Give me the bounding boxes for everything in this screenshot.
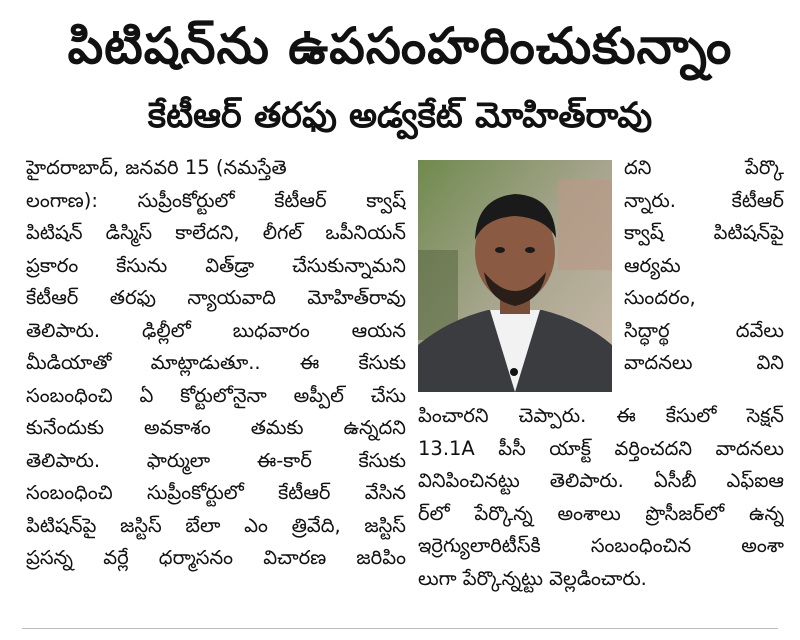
text-line: సుందరం, xyxy=(624,286,696,309)
text-line: పించారని చెప్పారు. ఈ కేసులో సెక్షన్‌ xyxy=(418,404,784,427)
article-column-right-wide xyxy=(418,400,784,595)
divider xyxy=(22,628,778,629)
subheadline: కేటీఆర్‌ తరఫు అడ్వకేట్‌ మోహిత్‌రావు xyxy=(147,96,653,136)
text-line: సిద్ధార్థ దవేలు xyxy=(624,318,784,342)
text-line: ర్‌లో పేర్కొన్న అంశాలు ప్రొసీజర్‌లో ఉన్న xyxy=(418,501,784,525)
text-line: ప్రసన్న వర్లే ధర్మాసనం విచారణ జరిపిం xyxy=(26,546,406,569)
text-line: కేటీఆర్‌ తరఫు న్యాయవాది మోహిత్‌రావు xyxy=(26,286,406,309)
article-column-left xyxy=(26,152,406,575)
text-line: తెలిపారు. ఫార్ములా ఈ-కార్‌ కేసుకు xyxy=(26,448,406,472)
text-line: 13.1A పీసీ యాక్ట్‌ వర్తించదని వాదనలు xyxy=(418,436,784,460)
text-line: సంబంధించి సుప్రీంకోర్టులో కేటీఆర్‌ వేసిన xyxy=(26,481,406,504)
text-line: క్వాష్‌ పిటిషన్‌పై xyxy=(624,221,784,244)
text-line: లంగాణ): సుప్రీంకోర్టులో కేటీఆర్‌ క్వాష్‌ xyxy=(26,188,406,212)
text-line: పిటిషన్‌పై జస్టిస్‌ బేలా ఎం త్రివేది, జస్టిస్‌ xyxy=(26,513,406,537)
portrait-photo xyxy=(418,160,612,392)
text-line: వినిపించినట్టు తెలిపారు. ఏసీబీ ఎఫ్‌ఐఆ xyxy=(418,469,784,492)
text-line: దని పేర్కొ xyxy=(624,156,784,179)
text-line: పిటిషన్‌ డిస్మిస్‌ కాలేదని, లీగల్‌ ఒపీనియన్‌ xyxy=(26,221,406,244)
text-line: మీడియాతో మాట్లాడుతూ.. ఈ కేసుకు xyxy=(26,351,406,374)
text-line: సంబంధించి ఏ కోర్టులోనైనా అప్పీల్‌ చేసు xyxy=(26,383,406,407)
text-line: లుగా పేర్కొన్నట్టు వెల్లడించారు. xyxy=(418,566,647,590)
text-line: న్నారు. కేటీఆర్‌ xyxy=(624,188,784,212)
text-line: ఇర్రెగ్యులారిటీస్‌కి సంబంధించిన అంశా xyxy=(418,534,784,557)
text-line: కునేందుకు అవకాశం తమకు ఉన్నదని xyxy=(26,416,406,439)
text-line: తెలిపారు. ఢిల్లీలో బుధవారం ఆయన xyxy=(26,318,406,342)
person-photo-illustration xyxy=(418,160,612,392)
text-line: ఆర్యమ xyxy=(624,253,681,277)
headline: పిటిషన్‌ను ఉపసంహరించుకున్నాం xyxy=(67,17,733,75)
article-column-right-narrow xyxy=(624,152,784,380)
text-line: వాదనలు విని xyxy=(624,351,784,374)
text-line: హైదరాబాద్‌, జనవరి 15 (నమస్తేతె xyxy=(26,156,287,179)
text-line: ప్రకారం కేసును విత్‌డ్రా చేసుకున్నామని xyxy=(26,253,406,277)
